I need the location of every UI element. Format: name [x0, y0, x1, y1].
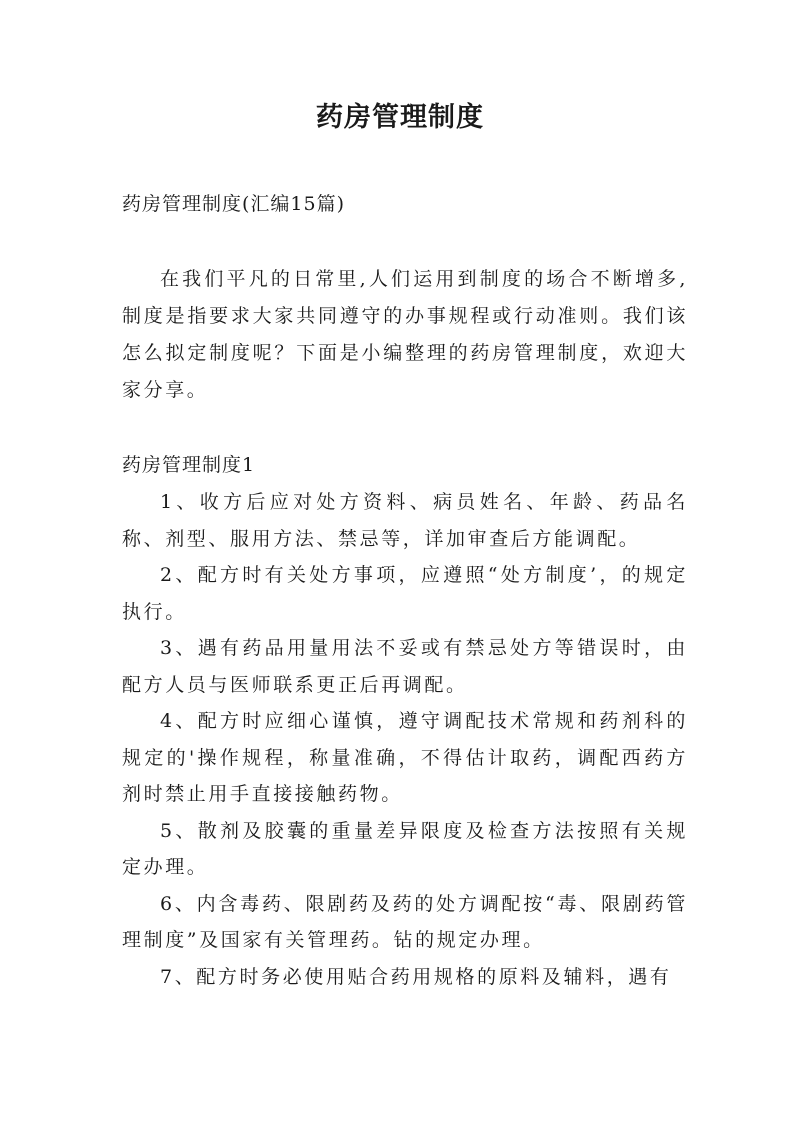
rule-item-6: 6、内含毒药、限剧药及药的处方调配按“毒、限剧药管理制度”及国家有关管理药。钻的规定办理。	[122, 892, 688, 951]
rule-item-7: 7、配方时务必使用贴合药用规格的原料及辅料，遇有	[160, 965, 672, 988]
intro-paragraph: 在我们平凡的日常里,人们运用到制度的场合不断增多,制度是指要求大家共同遵守的办事规程或行动准则。我们该怎么拟定制度呢？下面是小编整理的药房管理制度，欢迎大家分享。	[122, 268, 688, 401]
document-body	[122, 186, 688, 995]
section-heading: 药房管理制度1	[122, 454, 256, 476]
rule-item-3: 3、遇有药品用量用法不妥或有禁忌处方等错误时，由配方人员与医师联系更正后再调配。	[122, 637, 688, 696]
document-title: 药房管理制度	[316, 102, 484, 133]
rule-item-5: 5、散剂及胶囊的重量差异限度及检查方法按照有关规定办理。	[122, 819, 688, 878]
rule-item-1: 1、收方后应对处方资料、病员姓名、年龄、药品名称、剂型、服用方法、禁忌等，详加审查后方能调配。	[122, 491, 688, 550]
rule-item-4: 4、配方时应细心谨慎，遵守调配技术常规和药剂科的规定的'操作规程，称量准确，不得估计取药，调配西药方剂时禁止用手直接接触药物。	[122, 710, 688, 805]
rule-item-2: 2、配方时有关处方事项，应遵照“处方制度’，的规定执行。	[122, 564, 688, 623]
document-subtitle: 药房管理制度(汇编15篇)	[122, 193, 346, 215]
